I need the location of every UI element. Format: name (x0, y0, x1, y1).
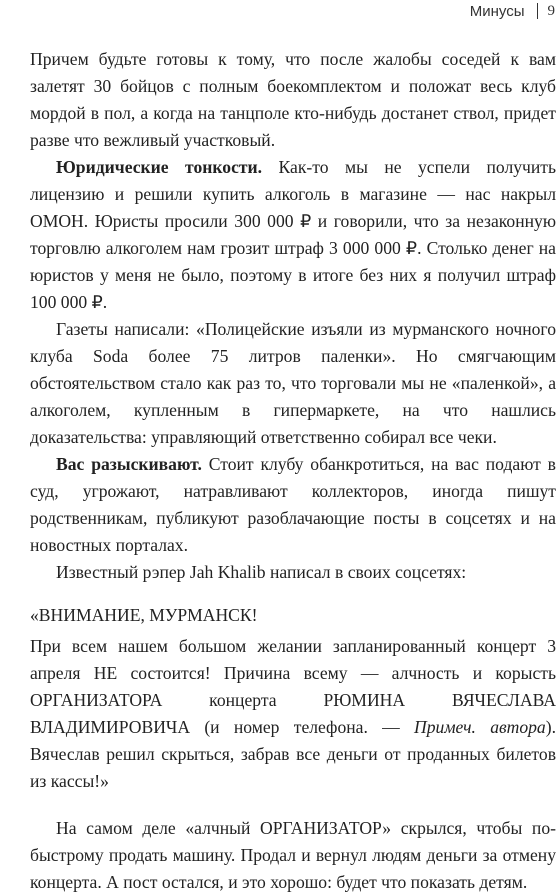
quote-heading: «ВНИМАНИЕ, МУРМАНСК! (30, 605, 258, 625)
quote-author-note: Примеч. автора (414, 717, 546, 737)
paragraph-2 (30, 154, 556, 316)
quote-body (30, 633, 556, 795)
running-header (470, 0, 559, 22)
section-title: Минусы (469, 2, 525, 20)
paragraph-6: На самом деле «алчный ОРГАНИЗАТОР» скрылся, чтобы по-быстрому продать машину. Продал и вернул людям деньги за отмену концерта. А пост остался, и это хорошо: будет что показать детям. (30, 818, 556, 892)
paragraph-1: Причем будьте готовы к тому, что после жалобы соседей к вам залетят 30 бойцов с полным боекомплектом и положат весь клуб мордой в пол, а когда на танцполе кто-нибудь достанет ствол, придет разве что вежливый участковый. (30, 49, 556, 150)
paragraph-4-text: Стоит клубу обанкротиться, на вас подают в суд, угрожают, натравливают коллекторов, иногда пишут родственникам, публикуют разоблачающие посты в соцсетях и на новостных порталах. (30, 454, 556, 555)
paragraph-4-heading: Вас разыскивают. (56, 454, 202, 474)
header-divider (537, 3, 538, 19)
quote-body-part-2: ). Вячеслав решил скрыться, забрав все деньги от проданных билетов из кассы!» (30, 717, 556, 791)
paragraph-5: Известный рэпер Jah Khalib написал в своих соцсетях: (56, 562, 467, 582)
page-number: 9 (547, 2, 555, 19)
quote-block (30, 602, 556, 795)
quote-body-part-1: При всем нашем большом желании запланированный концерт 3 апреля НЕ состоится! Причина всему — алчность и корысть ОРГАНИЗАТОРА концерта РЮМИНА ВЯЧЕСЛАВА ВЛАДИМИРОВИЧА (и номер телефона. — (30, 636, 556, 737)
paragraph-3: Газеты написали: «Полицейские изъяли из мурманского ночного клуба Soda более 75 литров паленки». Но смягчающим обстоятельством стало как раз то, что торговали мы не «паленкой», а алкоголем, купленным в гипермаркете, на что нашлись доказательства: управляющий ответственно собирал все чеки. (30, 319, 556, 447)
paragraph-2-heading: Юридические тонкости. (56, 157, 263, 177)
page-body (30, 46, 556, 896)
paragraph-4 (30, 451, 556, 559)
paragraph-2-text: Как-то мы не успели получить лицензию и решили купить алкоголь в магазине — нас накрыл ОМОН. Юристы просили 300 000 ₽ и говорили, что за незаконную торговлю алкоголем нам грозит штраф 3 000 000 ₽. Столько денег на юристов у меня не было, поэтому в итоге без них я получил штраф 100 000 ₽. (30, 157, 557, 312)
